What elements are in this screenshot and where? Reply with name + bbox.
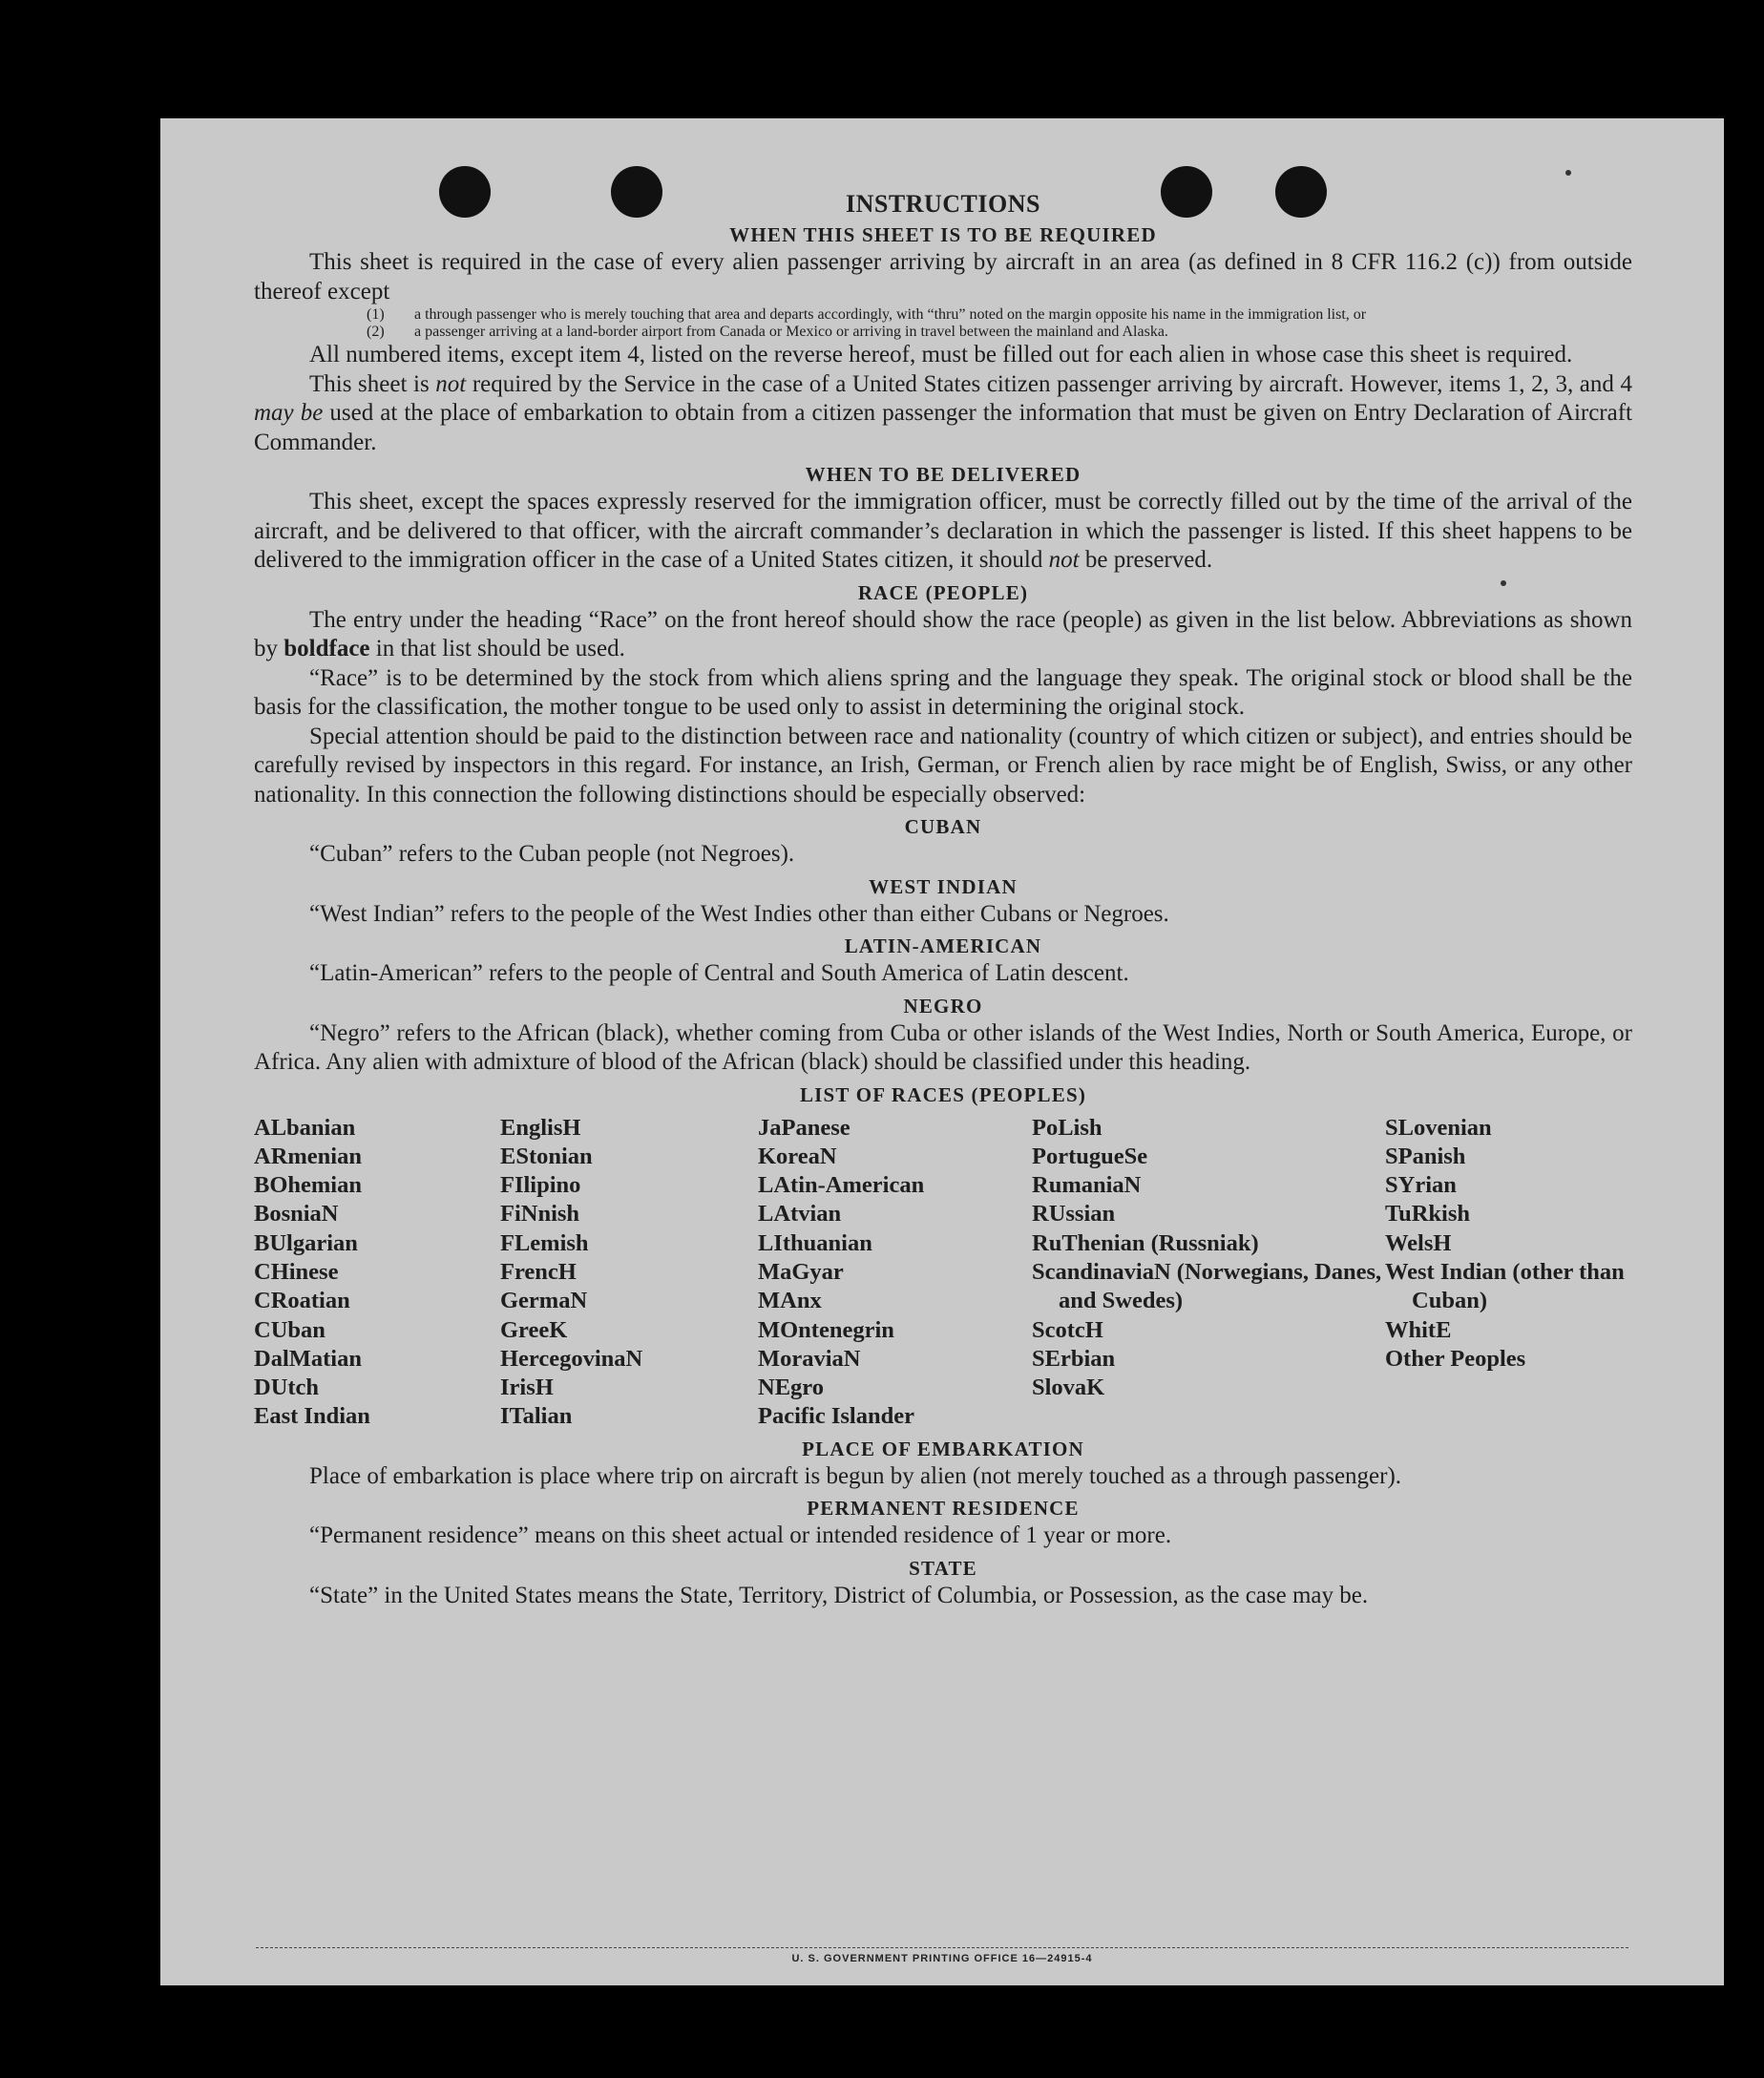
list-item: ITalian: [500, 1403, 573, 1430]
section-heading: NEGRO: [903, 994, 983, 1018]
paragraph: “Race” is to be determined by the stock from which aliens spring and the language they speak. The original stock or blood shall be the basis for the classification, the mother tongue to be used only to assist in determining the original stock.: [254, 664, 1632, 720]
list-item: GreeK: [500, 1316, 568, 1343]
list-item: West Indian (other than Cuban): [1385, 1258, 1625, 1314]
race-column: [254, 1114, 500, 1432]
race-list: [254, 1114, 1632, 1432]
paragraph: This sheet, except the spaces expressly reserved for the immigration officer, must be correctly filled out by the time of the arrival of the aircraft, and be delivered to that officer, with the aircraft commander’s declaration in which the passenger is listed. If this sheet happens to be delivered to the immigration officer in the case of a United States citizen, it should not be preserved.: [254, 489, 1632, 573]
paragraph: “Negro” refers to the African (black), whether coming from Cuba or other islands of the West Indies, North or South America, Europe, or Africa. Any alien with admixture of blood of the African (black) should be classified under this heading.: [254, 1019, 1632, 1075]
section-heading: LATIN-AMERICAN: [844, 934, 1042, 957]
paragraph: This sheet is required in the case of every alien passenger arriving by aircraft in an area (as defined in 8 CFR 116.2 (c)) from outside thereof except: [254, 249, 1632, 304]
list-item: MaGyar: [758, 1258, 844, 1285]
list-item: KoreaN: [758, 1143, 837, 1169]
list-item: NEgro: [758, 1375, 824, 1401]
list-item: CHinese: [254, 1258, 339, 1285]
section-heading: STATE: [909, 1556, 977, 1580]
section-heading: CUBAN: [904, 815, 982, 838]
paragraph: Place of embarkation is place where trip on aircraft is begun by alien (not merely touched as a through passenger).: [309, 1462, 1402, 1489]
list-item: PoLish: [1032, 1114, 1102, 1141]
race-column: [1032, 1114, 1385, 1432]
list-item: RUssian: [1032, 1201, 1116, 1228]
item-number: (1): [367, 306, 385, 323]
paragraph: Special attention should be paid to the distinction between race and nationality (country of which citizen or subject), and entries should be carefully revised by inspectors in this regard. For instance, an Irish, German, or French alien by race might be of English, Swiss, or any other nationality. In this connection the following distinctions should be especially observed:: [254, 723, 1632, 808]
list-item: DUtch: [254, 1375, 320, 1401]
list-item: LAtvian: [758, 1201, 842, 1228]
list-item: FLemish: [500, 1229, 589, 1256]
list-item: CRoatian: [254, 1288, 350, 1314]
list-item: ALbanian: [254, 1114, 356, 1141]
list-item: HercegovinaN: [500, 1345, 643, 1372]
list-item: BosniaN: [254, 1201, 339, 1228]
race-column: [1385, 1114, 1632, 1432]
list-item: MOntenegrin: [758, 1316, 894, 1343]
section-heading: WHEN THIS SHEET IS TO BE REQUIRED: [729, 223, 1157, 246]
list-item: BOhemian: [254, 1172, 362, 1199]
section-heading: PLACE OF EMBARKATION: [802, 1437, 1084, 1460]
list-item: FrencH: [500, 1258, 577, 1285]
section-heading: WHEN TO BE DELIVERED: [805, 463, 1082, 486]
list-item: DalMatian: [254, 1345, 362, 1372]
form-page: [160, 118, 1724, 1985]
list-item: Pacific Islander: [758, 1403, 914, 1430]
instructions-content: [254, 191, 1632, 1610]
list-item: SlovaK: [1032, 1375, 1105, 1401]
item-text: a through passenger who is merely touching that area and departs accordingly, with “thru” noted on the margin opposite his name in the immigration list, or: [414, 306, 1367, 323]
list-item: BUlgarian: [254, 1229, 358, 1256]
list-item: FiNnish: [500, 1201, 580, 1228]
paragraph: “Latin-American” refers to the people of Central and South America of Latin descent.: [309, 960, 1129, 986]
list-item: TuRkish: [1385, 1201, 1471, 1228]
list-item: EStonian: [500, 1143, 593, 1169]
list-item: SYrian: [1385, 1172, 1457, 1199]
list-item: ScandinaviaN (Norwegians, Danes, and Swedes): [1032, 1258, 1382, 1314]
list-item: CUban: [254, 1316, 326, 1343]
section-heading: WEST INDIAN: [869, 874, 1018, 898]
list-item: LAtin-American: [758, 1172, 925, 1199]
list-item: MoraviaN: [758, 1345, 861, 1372]
section-heading: LIST OF RACES (PEOPLES): [799, 1082, 1087, 1106]
paragraph: “Cuban” refers to the Cuban people (not Negroes).: [309, 841, 795, 867]
item-number: (2): [367, 324, 385, 340]
section-heading: RACE (PEOPLE): [857, 580, 1029, 604]
list-item: SErbian: [1032, 1345, 1116, 1372]
paragraph: All numbered items, except item 4, listed on the reverse hereof, must be filled out for each alien in whose case this sheet is required.: [309, 342, 1573, 367]
page-title: INSTRUCTIONS: [846, 190, 1040, 218]
list-item: IrisH: [500, 1375, 554, 1401]
printer-imprint: U. S. GOVERNMENT PRINTING OFFICE 16—24915-4: [791, 1953, 1093, 1964]
speck: [1565, 170, 1571, 176]
list-item: JaPanese: [758, 1114, 850, 1141]
list-item: ScotcH: [1032, 1316, 1103, 1343]
list-item: SLovenian: [1385, 1114, 1492, 1141]
list-item: ARmenian: [254, 1143, 362, 1169]
paragraph: The entry under the heading “Race” on the front hereof should show the race (people) as given in the list below. Abbreviations as shown by boldface in that list should be used.: [254, 606, 1632, 661]
list-item: East Indian: [254, 1403, 370, 1430]
item-text: a passenger arriving at a land-border airport from Canada or Mexico or arriving in travel between the mainland and Alaska.: [414, 324, 1168, 340]
list-item: GermaN: [500, 1288, 588, 1314]
race-column: [758, 1114, 1032, 1432]
list-item: WhitE: [1385, 1316, 1452, 1343]
list-item: WelsH: [1385, 1229, 1452, 1256]
list-item: SPanish: [1385, 1143, 1466, 1169]
section-heading: PERMANENT RESIDENCE: [807, 1497, 1080, 1521]
list-item: Other Peoples: [1385, 1345, 1526, 1372]
list-item: RuThenian (Russniak): [1032, 1229, 1259, 1256]
numbered-item: [254, 306, 1632, 324]
list-item: PortugueSe: [1032, 1143, 1148, 1169]
list-item: FIlipino: [500, 1172, 581, 1199]
paragraph: “State” in the United States means the State, Territory, District of Columbia, or Possession, as the case may be.: [309, 1582, 1369, 1608]
race-column: [500, 1114, 758, 1432]
list-item: LIthuanian: [758, 1229, 872, 1256]
list-item: MAnx: [758, 1288, 822, 1314]
list-item: EnglisH: [500, 1114, 581, 1141]
paragraph: “West Indian” refers to the people of the West Indies other than either Cubans or Negroes.: [309, 900, 1169, 927]
paragraph: “Permanent residence” means on this sheet actual or intended residence of 1 year or more.: [309, 1522, 1172, 1549]
list-item: RumaniaN: [1032, 1172, 1142, 1199]
numbered-item: [254, 324, 1632, 341]
paragraph: This sheet is not required by the Service in the case of a United States citizen passenger arriving by aircraft. However, items 1, 2, 3, and 4 may be used at the place of embarkation to obtain from a citizen passenger the information that must be given on Entry Declaration of Aircraft Commander.: [254, 370, 1633, 455]
footer-rule: [256, 1947, 1628, 1948]
